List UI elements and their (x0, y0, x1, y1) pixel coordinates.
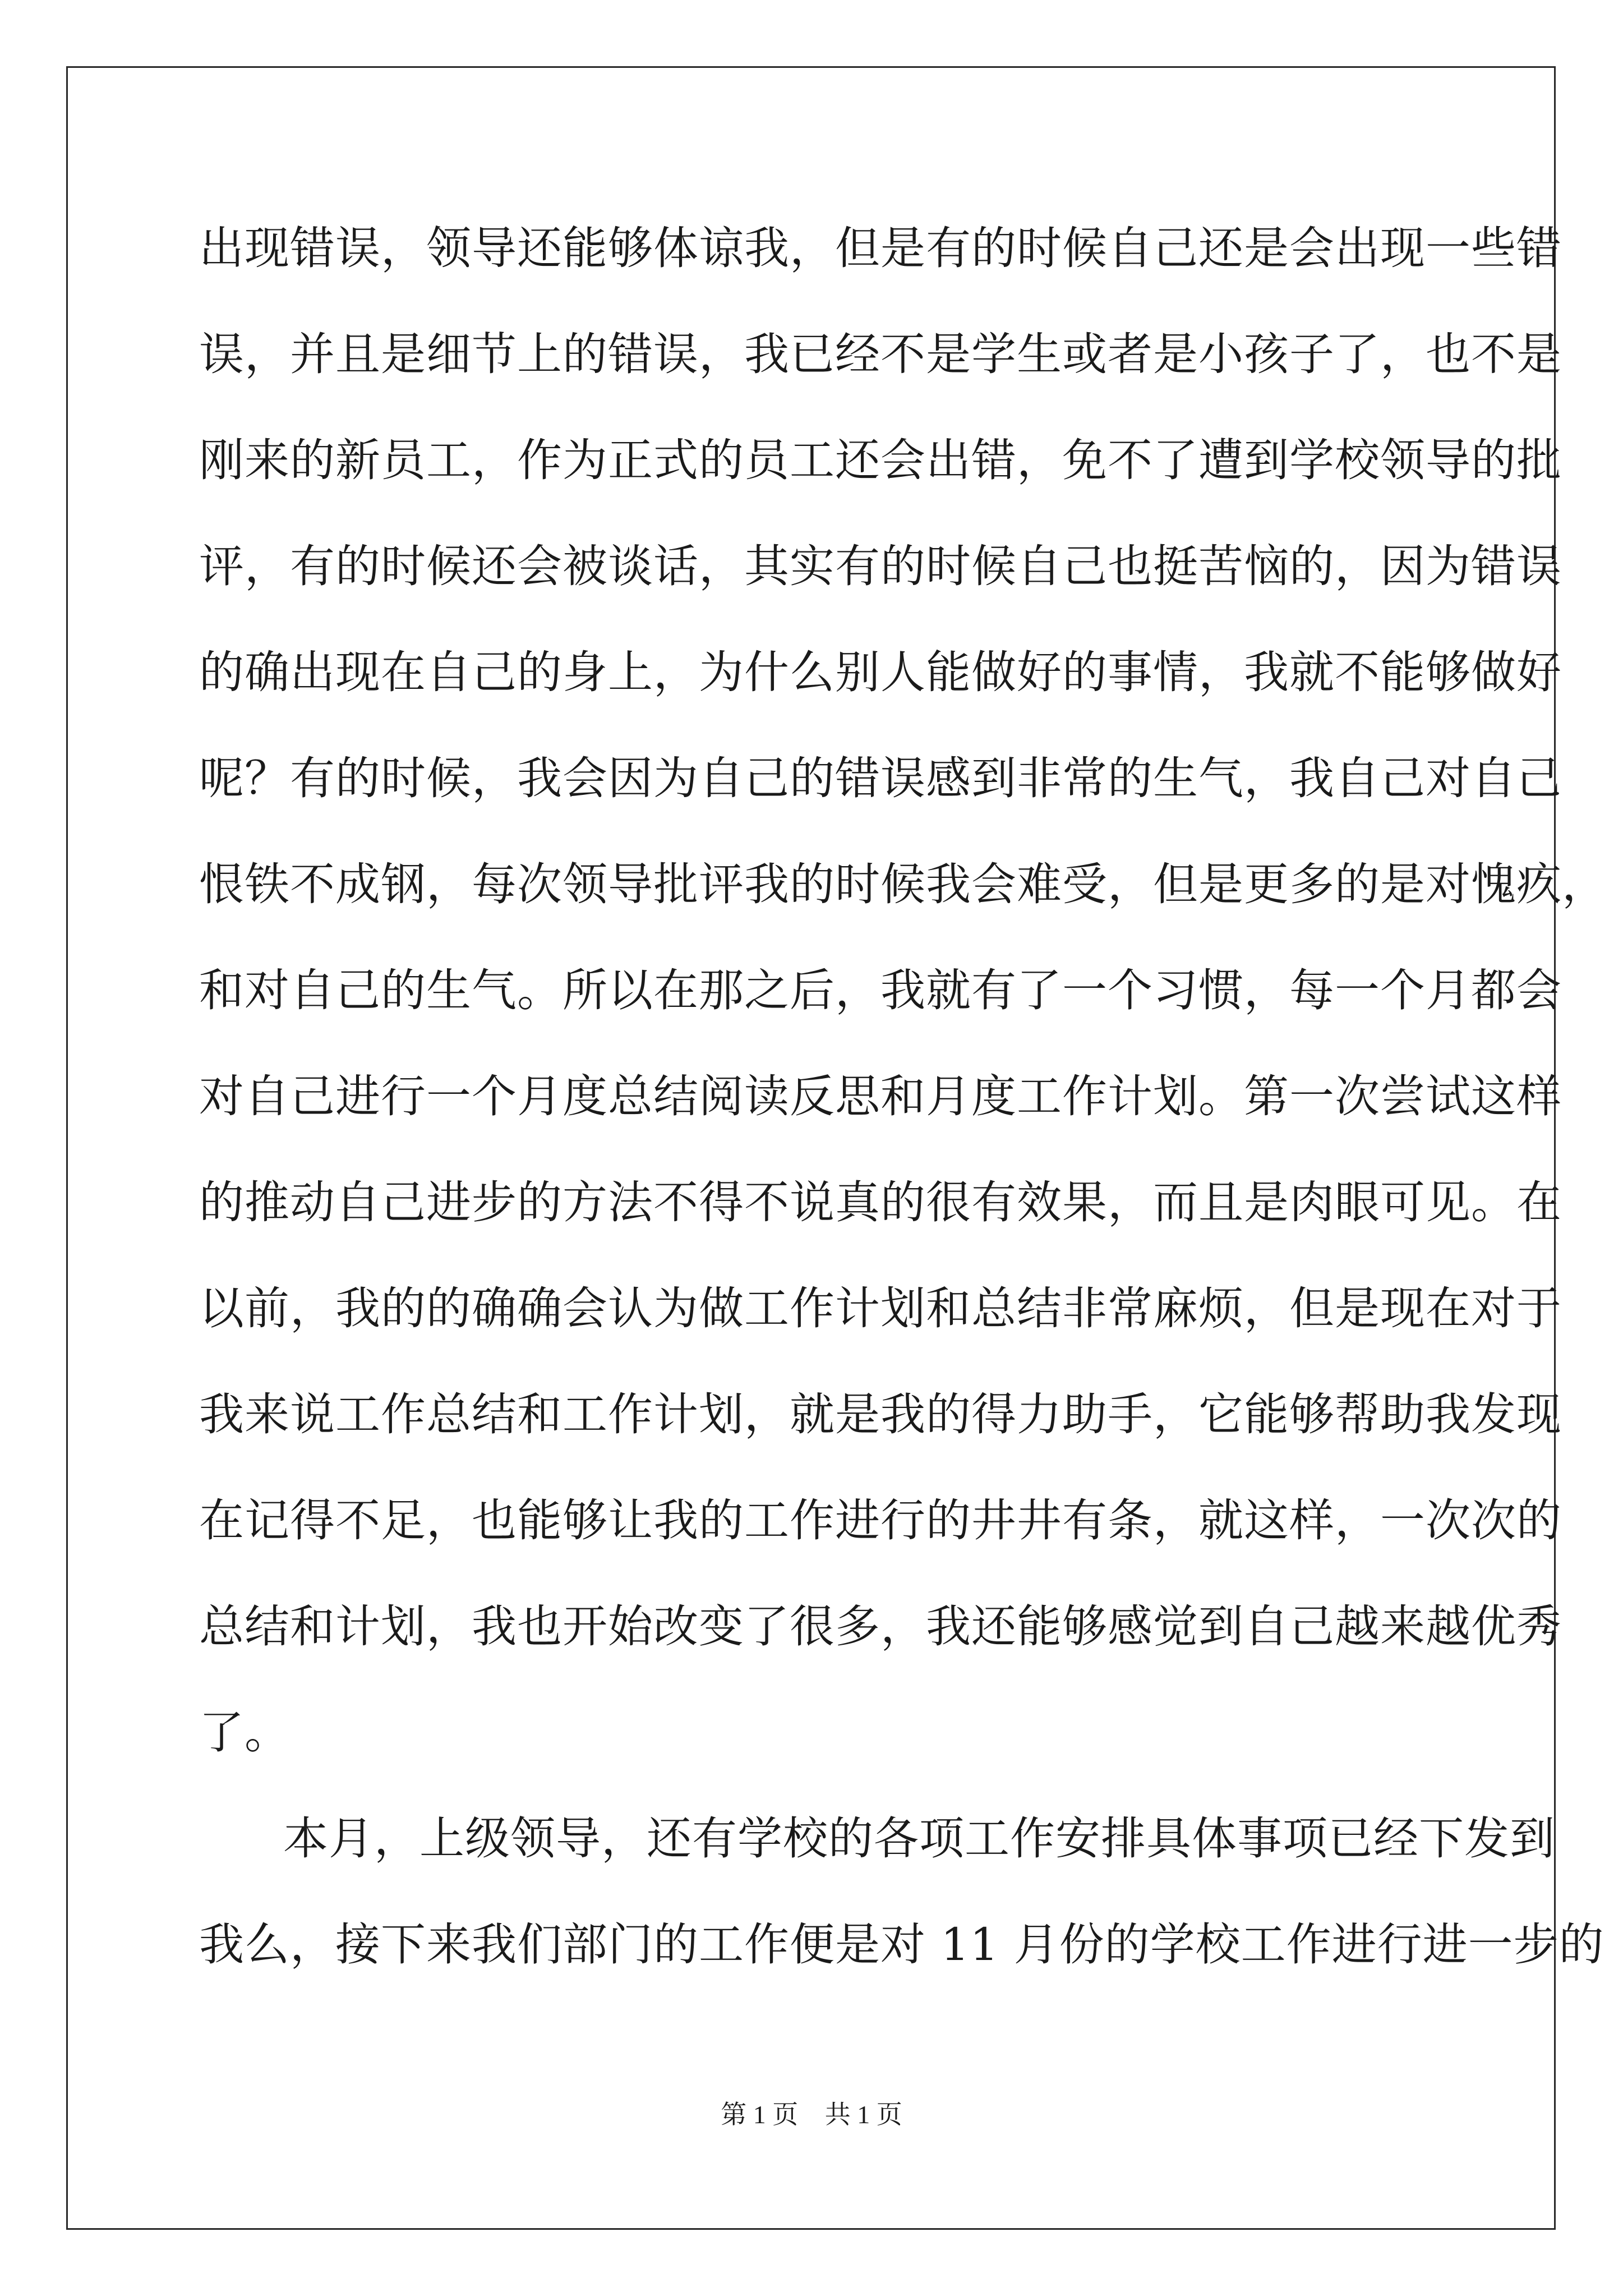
text-line: 刚来的新员工，作为正式的员工还会出错，免不了遭到学校领导的批 (199, 434, 1562, 486)
page-number: 第 1 页 (721, 2100, 799, 2129)
text-line: 的确出现在自己的身上，为什么别人能做好的事情，我就不能够做好 (199, 646, 1562, 698)
text-line: 在记得不足，也能够让我的工作进行的井井有条，就这样，一次次的 (199, 1494, 1562, 1547)
text-line: 的推动自己进步的方法不得不说真的很有效果，而且是肉眼可见。在 (199, 1176, 1562, 1228)
text-line: 出现错误，领导还能够体谅我，但是有的时候自己还是会出现一些错 (199, 222, 1562, 274)
text-line: 总结和计划，我也开始改变了很多，我还能够感觉到自己越来越优秀 (199, 1600, 1562, 1653)
text-line: 我么，接下来我们部门的工作便是对 11 月份的学校工作进行进一步的 (199, 1918, 1604, 1971)
page-total: 共 1 页 (824, 2100, 902, 2129)
text-line: 恨铁不成钢，每次领导批评我的时候我会难受，但是更多的是对愧疚， (199, 858, 1607, 910)
text-line: 误，并且是细节上的错误，我已经不是学生或者是小孩子了，也不是 (199, 328, 1562, 380)
text-line: 和对自己的生气。所以在那之后，我就有了一个习惯，每一个月都会 (199, 964, 1562, 1016)
text-line: 了。 (199, 1706, 290, 1759)
text-line: 以前，我的的确确会认为做工作计划和总结非常麻烦，但是现在对于 (199, 1282, 1562, 1335)
paragraph-first-line: 本月，上级领导，还有学校的各项工作安排具体事项已经下发到 (283, 1812, 1555, 1865)
text-line: 对自己进行一个月度总结阅读反思和月度工作计划。第一次尝试这样 (199, 1070, 1562, 1122)
text-line: 我来说工作总结和工作计划，就是我的得力助手，它能够帮助我发现 (199, 1388, 1562, 1441)
text-line: 评，有的时候还会被谈话，其实有的时候自己也挺苦恼的，因为错误 (199, 540, 1562, 592)
text-line: 呢？有的时候，我会因为自己的错误感到非常的生气，我自己对自己 (199, 752, 1562, 804)
page-footer (0, 2094, 1623, 2131)
